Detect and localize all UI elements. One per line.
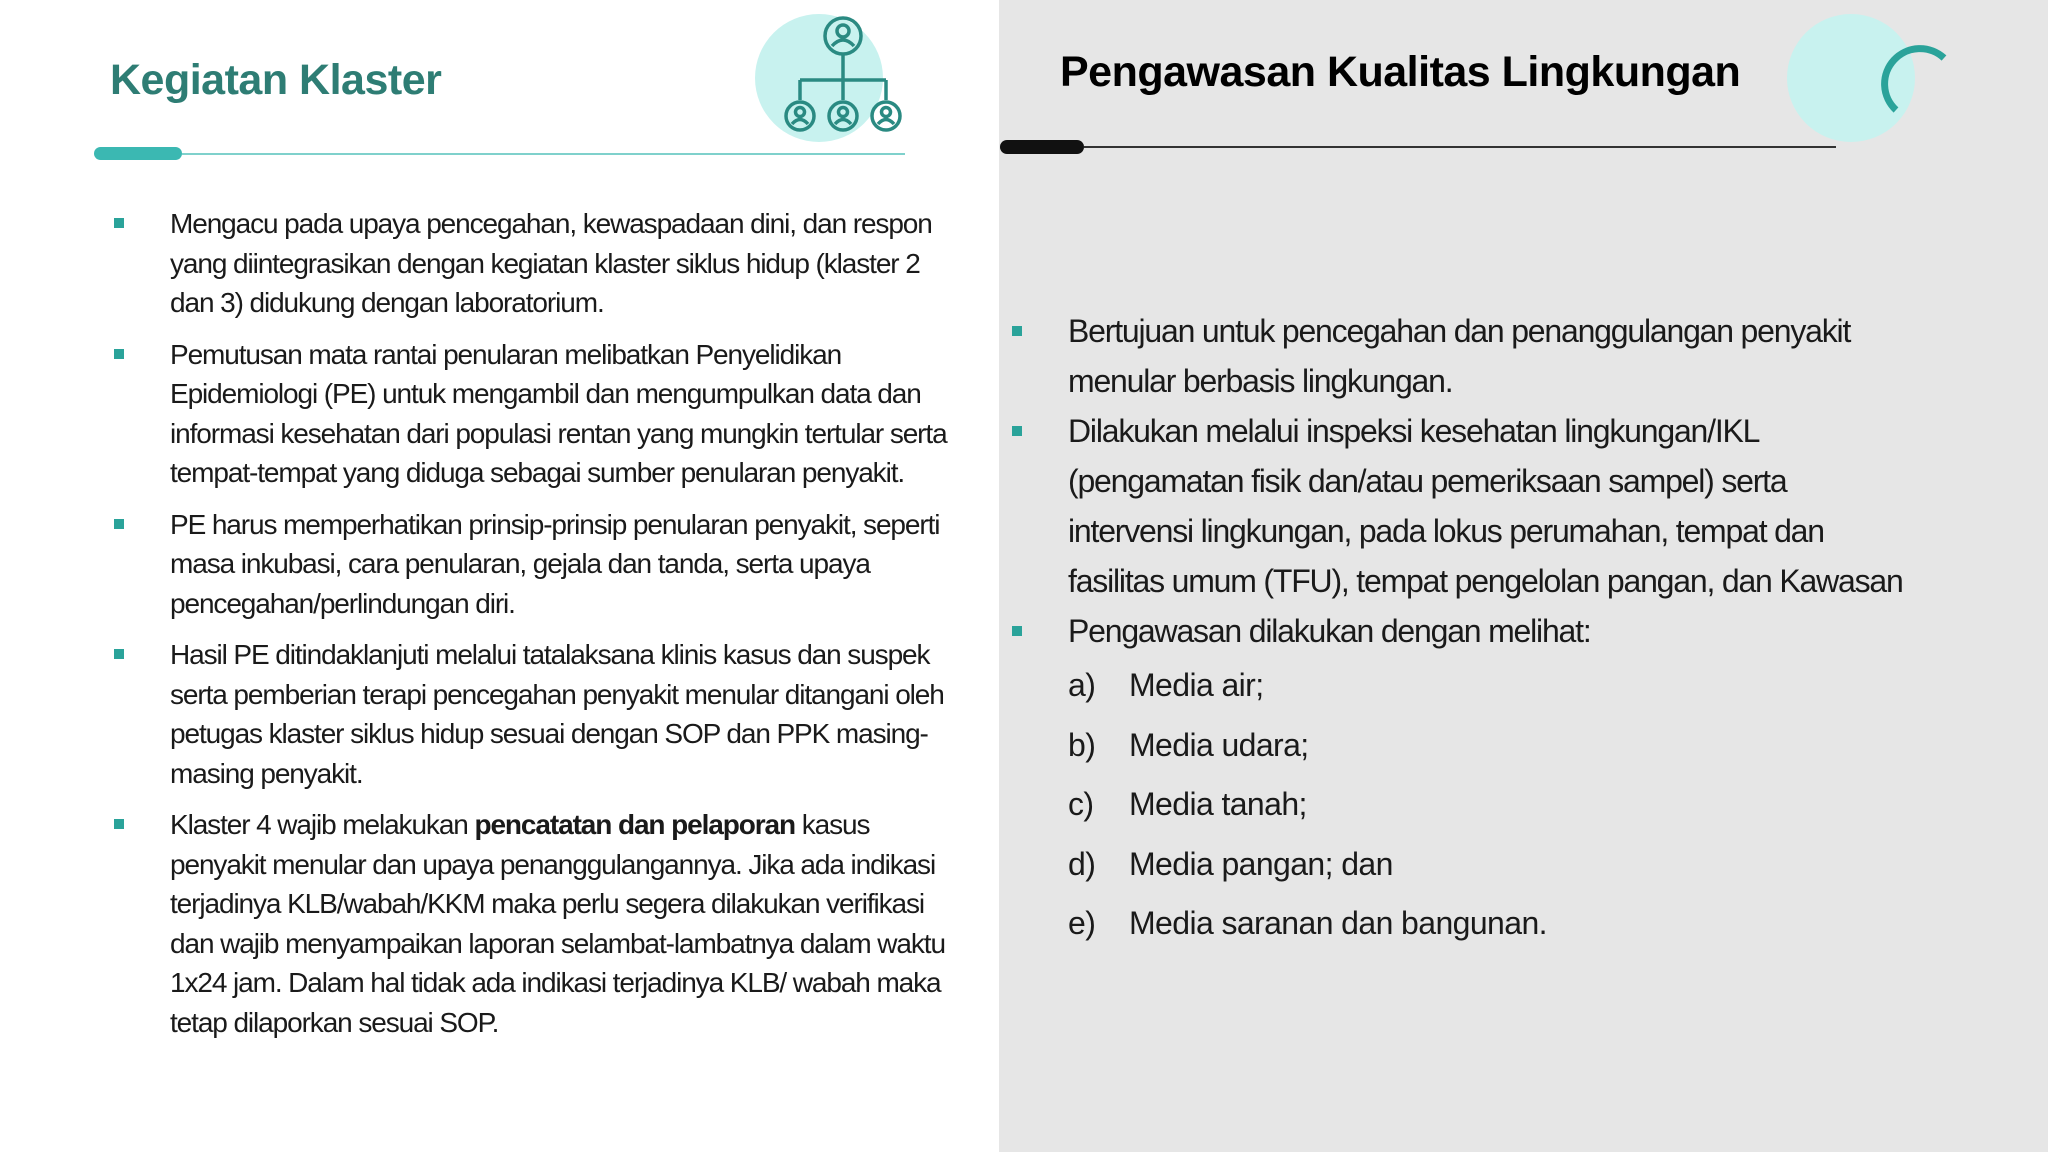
sub-list-item — [1068, 775, 1910, 835]
list-item-text: Hasil PE ditindaklanjuti melalui tatalaksana klinis kasus dan suspek serta pemberian terapi pencegahan penyakit menular ditangani oleh petugas klaster siklus hidup sesuai dengan SOP dan PPK masing-masing penyakit. — [170, 639, 944, 789]
sub-item-text: Media tanah; — [1129, 786, 1307, 822]
list-item-text: Pemutusan mata rantai penularan melibatkan Penyelidikan Epidemiologi (PE) untuk mengambil dan mengumpulkan data dan informasi kesehatan dari populasi rentan yang mungkin tertular serta tempat-tempat yang diduga sebagai sumber penularan penyakit. — [170, 338, 947, 488]
list-item-text: Pengawasan dilakukan dengan melihat: — [1068, 613, 1591, 649]
list-item-text-after: kasus penyakit menular dan upaya penanggulangannya. Jika ada indikasi terjadinya KLB/wabah/KKM maka perlu segera dilakukan verifikasi dan wajib menyampaikan laporan selambat-lambatnya dalam waktu 1x24 jam. Dalam hal tidak ada indikasi terjadinya KLB/ wabah maka tetap dilaporkan sesuai SOP. — [170, 809, 945, 1038]
right-bullet-list — [1010, 306, 1910, 954]
list-item-text: Mengacu pada upaya pencegahan, kewaspadaan dini, dan respon yang diintegrasikan dengan kegiatan klaster siklus hidup (klaster 2 dan 3) didukung dengan laboratorium. — [170, 208, 932, 318]
sub-item-letter: c) — [1068, 786, 1094, 822]
sub-item-letter: e) — [1068, 905, 1096, 941]
org-chart-people-icon — [755, 10, 905, 145]
list-item-text: Dilakukan melalui inspeksi kesehatan lingkungan/IKL (pengamatan fisik dan/atau pemeriksaan sampel) serta intervensi lingkungan, pada lokus perumahan, tempat dan fasilitas umum (TFU), tempat pengelolan pangan, dan Kawasan — [1068, 413, 1903, 599]
square-bullet-icon — [114, 519, 124, 529]
right-title: Pengawasan Kualitas Lingkungan — [1060, 48, 1741, 96]
sub-item-text: Media air; — [1129, 667, 1264, 703]
list-item — [112, 505, 952, 624]
list-item-text-before: Klaster 4 wajib melakukan — [170, 809, 475, 840]
right-title-underline-accent — [1000, 140, 1084, 154]
list-item — [112, 335, 952, 493]
sub-item-letter: a) — [1068, 667, 1096, 703]
sub-list-item — [1068, 656, 1910, 716]
square-bullet-icon — [114, 218, 124, 228]
list-item — [1010, 406, 1910, 606]
sub-list-item — [1068, 716, 1910, 776]
list-item-text-bold: pencatatan dan pelaporan — [474, 809, 796, 840]
sub-item-letter: b) — [1068, 726, 1096, 763]
left-title: Kegiatan Klaster — [110, 56, 442, 104]
square-bullet-icon — [1012, 626, 1022, 636]
left-title-underline-accent — [94, 147, 182, 160]
sub-item-letter: d) — [1068, 845, 1096, 882]
list-item — [1010, 306, 1910, 406]
square-bullet-icon — [1012, 426, 1022, 436]
sub-list-item — [1068, 835, 1910, 895]
square-bullet-icon — [114, 649, 124, 659]
sub-item-text: Media pangan; dan — [1129, 845, 1393, 882]
media-sub-list — [1068, 656, 1910, 954]
left-bullet-list — [112, 204, 952, 1054]
square-bullet-icon — [1012, 326, 1022, 336]
sub-item-text: Media saranan dan bangunan. — [1129, 905, 1547, 941]
list-item — [112, 805, 952, 1042]
left-title-underline — [182, 153, 905, 155]
list-item — [112, 635, 952, 793]
sub-item-text: Media udara; — [1129, 726, 1309, 763]
sub-list-item — [1068, 894, 1910, 954]
list-item-text: PE harus memperhatikan prinsip-prinsip penularan penyakit, seperti masa inkubasi, cara penularan, gejala dan tanda, serta upaya pencegahan/perlindungan diri. — [170, 508, 940, 619]
list-item — [112, 204, 952, 323]
right-title-underline — [1084, 146, 1836, 148]
square-bullet-icon — [114, 349, 124, 359]
square-bullet-icon — [114, 819, 124, 829]
list-item-text: Bertujuan untuk pencegahan dan penanggulangan penyakit menular berbasis lingkungan. — [1068, 313, 1851, 399]
loading-arc-icon — [1872, 34, 1958, 120]
list-item — [1010, 606, 1910, 954]
